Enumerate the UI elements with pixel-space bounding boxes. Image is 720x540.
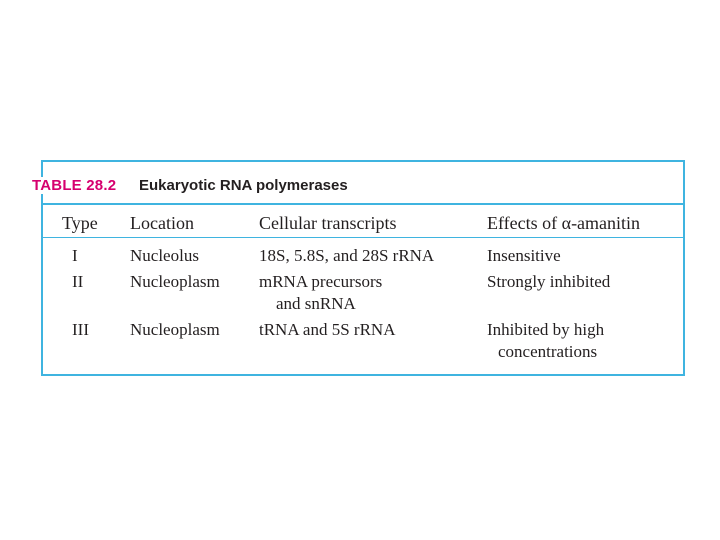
row-2-transcripts-line-1: mRNA precursors	[259, 272, 383, 291]
header-location: Location	[130, 213, 194, 233]
row-1-type: I	[72, 246, 78, 265]
row-3-location: Nucleoplasm	[130, 320, 220, 339]
row-3-transcripts: tRNA and 5S rRNA	[259, 320, 396, 339]
row-2-transcripts	[259, 271, 382, 315]
table-top-rule	[41, 203, 685, 205]
row-2-location: Nucleoplasm	[130, 272, 220, 291]
table-number: TABLE 28.2	[32, 177, 117, 194]
table-title: Eukaryotic RNA polymerases	[139, 177, 348, 194]
row-2-effects: Strongly inhibited	[487, 272, 611, 291]
row-1-location: Nucleolus	[130, 246, 199, 265]
row-3-effects-line-2: concentrations	[498, 342, 598, 361]
row-3-type: III	[72, 320, 89, 339]
row-1-transcripts: 18S, 5.8S, and 28S rRNA	[259, 246, 435, 265]
row-3-effects-line-1: Inhibited by high	[487, 320, 605, 339]
row-2-transcripts-line-2: and snRNA	[276, 294, 356, 313]
row-3-effects	[487, 319, 604, 363]
header-rule	[41, 237, 685, 238]
header-type: Type	[62, 213, 98, 233]
row-2-type: II	[72, 272, 84, 291]
header-transcripts: Cellular transcripts	[259, 213, 397, 233]
row-1-effects: Insensitive	[487, 246, 561, 265]
header-effects: Effects of α-amanitin	[487, 213, 641, 233]
